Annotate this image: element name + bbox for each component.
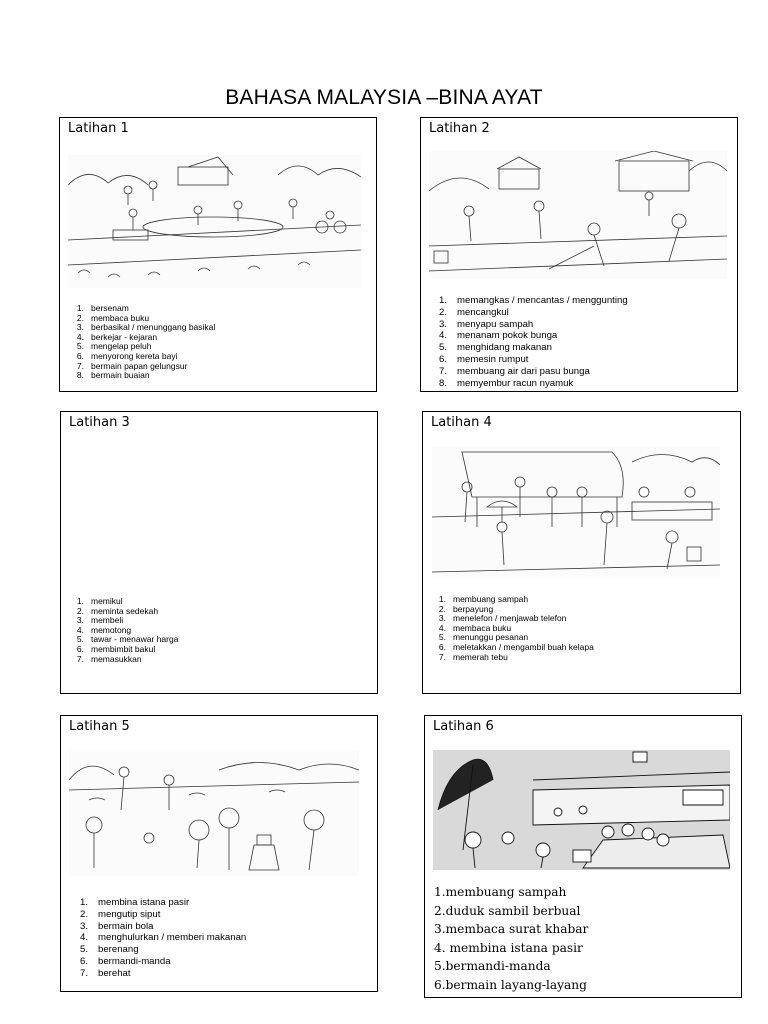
list-item: 7. bermain papan gelungsur bbox=[76, 360, 188, 371]
list-item: 3.membaca surat khabar bbox=[434, 922, 589, 937]
list-item: 7. berehat bbox=[79, 967, 131, 979]
panel-latihan-6 bbox=[424, 715, 742, 998]
list-item: 4. berkejar - kejaran bbox=[76, 331, 158, 342]
list-item: 5.bermandi-manda bbox=[434, 959, 551, 974]
list-item: 1. membina istana pasir bbox=[79, 897, 190, 908]
list-item: 3. bermain bola bbox=[79, 920, 154, 932]
list-item: 5. mengelap peluh bbox=[76, 341, 152, 352]
list-item: 1. memikul bbox=[76, 596, 123, 606]
list-item: 6. meletakkan / mengambil buah kelapa bbox=[438, 641, 594, 652]
panel-title: Latihan 2 bbox=[429, 121, 490, 136]
list-item: 4. menghulurkan / memberi makanan bbox=[79, 932, 247, 944]
list-item: 3. menyapu sampah bbox=[438, 318, 534, 330]
park-scene-illustration bbox=[68, 155, 361, 288]
list-item: 3. menelefon / menjawab telefon bbox=[438, 613, 567, 624]
panel-title: Latihan 3 bbox=[69, 415, 130, 430]
list-item: 4. memotong bbox=[76, 624, 132, 635]
list-item: 1.membuang sampah bbox=[434, 885, 567, 899]
list-item: 2. meminta sedekah bbox=[76, 605, 159, 616]
panel-title: Latihan 1 bbox=[68, 121, 129, 136]
list-item: 6. memesin rumput bbox=[438, 353, 529, 365]
list-item: 2. berpayung bbox=[438, 603, 494, 614]
list-item: 4. menanam pokok bunga bbox=[438, 330, 558, 342]
list-item: 2.duduk sambil berbual bbox=[434, 903, 581, 918]
panel-title: Latihan 4 bbox=[431, 415, 492, 430]
list-item: 6.bermain layang-layang bbox=[434, 977, 587, 992]
list-item: 4. membaca buku bbox=[438, 622, 512, 633]
panel-latihan-4 bbox=[422, 411, 741, 694]
list-item: 3. berbasikal / menunggang basikal bbox=[76, 322, 216, 333]
panel-title: Latihan 6 bbox=[433, 719, 494, 734]
list-item: 7. memerah tebu bbox=[438, 651, 508, 662]
panel-latihan-2 bbox=[420, 117, 738, 392]
list-item: 1. memangkas / mencantas / menggunting bbox=[438, 295, 628, 306]
list-item: 8. bermain buaian bbox=[76, 370, 150, 381]
list-item: 2. membaca buku bbox=[76, 312, 150, 323]
list-item: 6. membimbit bakul bbox=[76, 643, 156, 654]
page-title: BAHASA MALAYSIA –BINA AYAT bbox=[225, 86, 543, 109]
list-item: 3. membeli bbox=[76, 615, 124, 626]
list-item: 4. membina istana pasir bbox=[434, 940, 583, 955]
beach-sandcastle-scene-illustration bbox=[69, 750, 359, 876]
list-item: 5. tawar - menawar harga bbox=[76, 634, 179, 645]
list-item: 5. menunggu pesanan bbox=[438, 632, 529, 643]
panel-latihan-5 bbox=[60, 715, 378, 992]
list-item: 8. memyembur racun nyamuk bbox=[438, 377, 574, 389]
beach-picnic-scene-illustration bbox=[433, 750, 730, 870]
list-item: 2. mengutip siput bbox=[79, 908, 161, 920]
panel-latihan-3 bbox=[60, 411, 378, 694]
list-item: 2. mencangkul bbox=[438, 306, 509, 318]
garden-work-scene-illustration bbox=[429, 151, 727, 279]
list-item: 7. membuang air dari pasu bunga bbox=[438, 365, 590, 377]
list-item: 5. berenang bbox=[79, 944, 139, 956]
list-item: 6. bermandi-manda bbox=[79, 955, 171, 967]
market-stall-scene-illustration bbox=[432, 447, 720, 578]
list-item: 5. menghidang makanan bbox=[438, 342, 552, 354]
panel-latihan-1 bbox=[59, 117, 377, 392]
list-item: 7. memasukkan bbox=[76, 653, 142, 664]
list-item: 6. menyorong kereta bayi bbox=[76, 350, 178, 361]
list-item: 1. bersenam bbox=[76, 303, 129, 313]
list-item: 1. membuang sampah bbox=[438, 594, 529, 604]
panel-title: Latihan 5 bbox=[69, 719, 130, 734]
